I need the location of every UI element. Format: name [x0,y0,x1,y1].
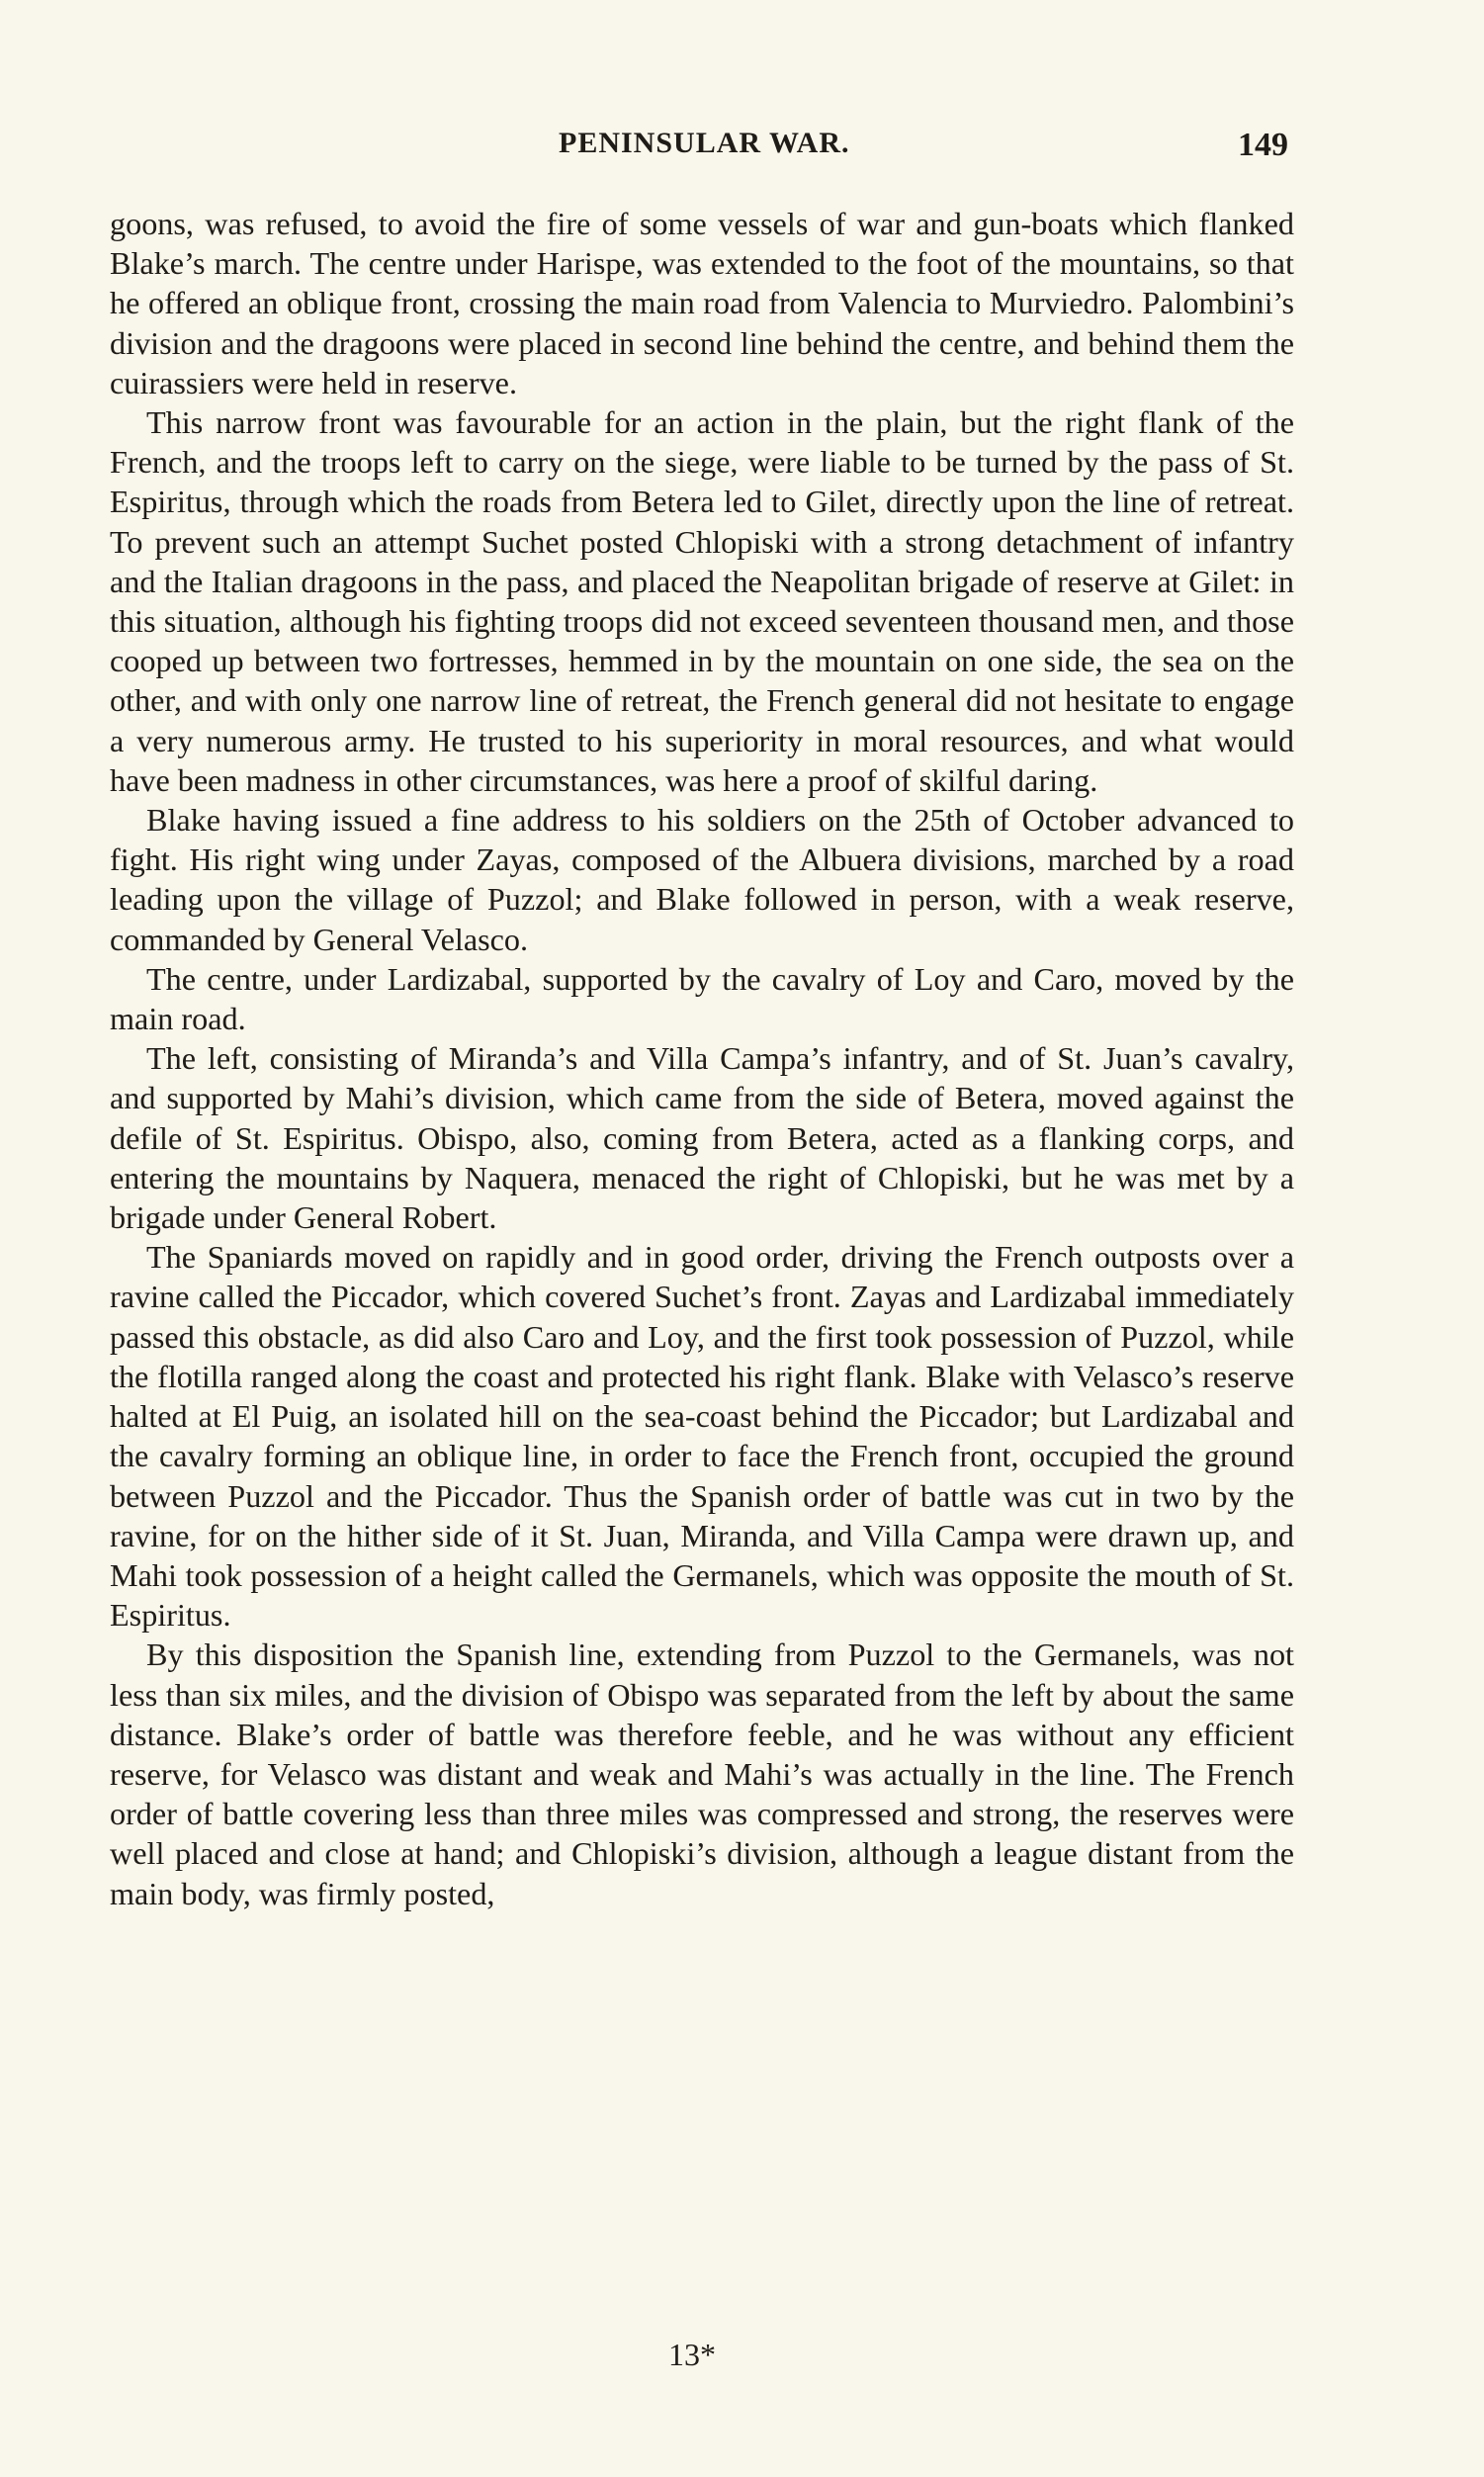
body-text [110,204,1294,1913]
paragraph: The left, consisting of Miranda’s and Villa Campa’s infantry, and of St. Juan’s cavalry, and supported by Mahi’s division, which came from the side of Betera, moved against the defile of St. Espiritus. Obispo, also, coming from Betera, acted as a flanking corps, and entering the mountains by Naquera, menaced the right of Chlopiski, but he was met by a brigade under General Robert. [110,1040,1294,1236]
paragraph: Blake having issued a fine address to his soldiers on the 25th of October advanced to fight. His right wing under Zayas, composed of the Albuera divisions, marched by a road leading upon the village of Puzzol; and Blake followed in person, with a weak reserve, commanded by General Velasco. [110,802,1294,957]
signature-mark: 13* [668,2337,716,2372]
paragraph: The Spaniards moved on rapidly and in good order, driving the French outposts over a ravine called the Piccador, which covered Suchet’s front. Zayas and Lardizabal immediately passed this obstacle, as did also Caro and Loy, and the first took possession of Puzzol, while the flotilla ranged along the coast and protected his right flank. Blake with Velasco’s reserve halted at El Puig, an isolated hill on the sea-coast behind the Piccador; but Lardizabal and the cavalry forming an oblique line, in order to face the French front, occupied the ground between Puzzol and the Piccador. Thus the Spanish order of battle was cut in two by the ravine, for on the hither side of it St. Juan, Miranda, and Villa Campa were drawn up, and Mahi took possession of a height called the Germanels, which was opposite the mouth of St. Espiritus. [110,1239,1294,1634]
paragraph: This narrow front was favourable for an action in the plain, but the right flank of the French, and the troops left to carry on the siege, were liable to be turned by the pass of St. Espiritus, through which the roads from Betera led to Gilet, directly upon the line of retreat. To prevent such an attempt Suchet posted Chlopiski with a strong detachment of infantry and the Italian dragoons in the pass, and placed the Neapolitan brigade of reserve at Gilet: in this situation, although his fighting troops did not exceed seventeen thousand men, and those cooped up between two fortresses, hemmed in by the mountain on one side, the sea on the other, and with only one narrow line of retreat, the French general did not hesitate to engage a very numerous army. He trusted to his superiority in moral resources, and what would have been madness in other circumstances, was here a proof of skilful daring. [110,404,1294,798]
paragraph: By this disposition the Spanish line, extending from Puzzol to the Germanels, was not less than six miles, and the division of Obispo was separated from the left by about the same distance. Blake’s order of battle was therefore feeble, and he was without any efficient reserve, for Velasco was distant and weak and Mahi’s was actually in the line. The French order of battle covering less than three miles was compressed and strong, the reserves were well placed and close at hand; and Chlopiski’s division, although a league distant from the main body, was firmly posted, [110,1637,1294,1911]
page-header [0,127,1484,176]
running-head: PENINSULAR WAR. [559,127,850,159]
page-number: 149 [1238,127,1288,163]
paragraph: The centre, under Lardizabal, supported by the cavalry of Loy and Caro, moved by the main road. [110,960,1294,1037]
paragraph-continued: goons, was refused, to avoid the fire of some vessels of war and gun-boats which flanked Blake’s march. The centre under Harispe, was extended to the foot of the mountains, so that he offered an oblique front, crossing the main road from Valencia to Murviedro. Palombini’s division and the dragoons were placed in second line behind the centre, and behind them the cuirassiers were held in reserve. [110,206,1294,400]
